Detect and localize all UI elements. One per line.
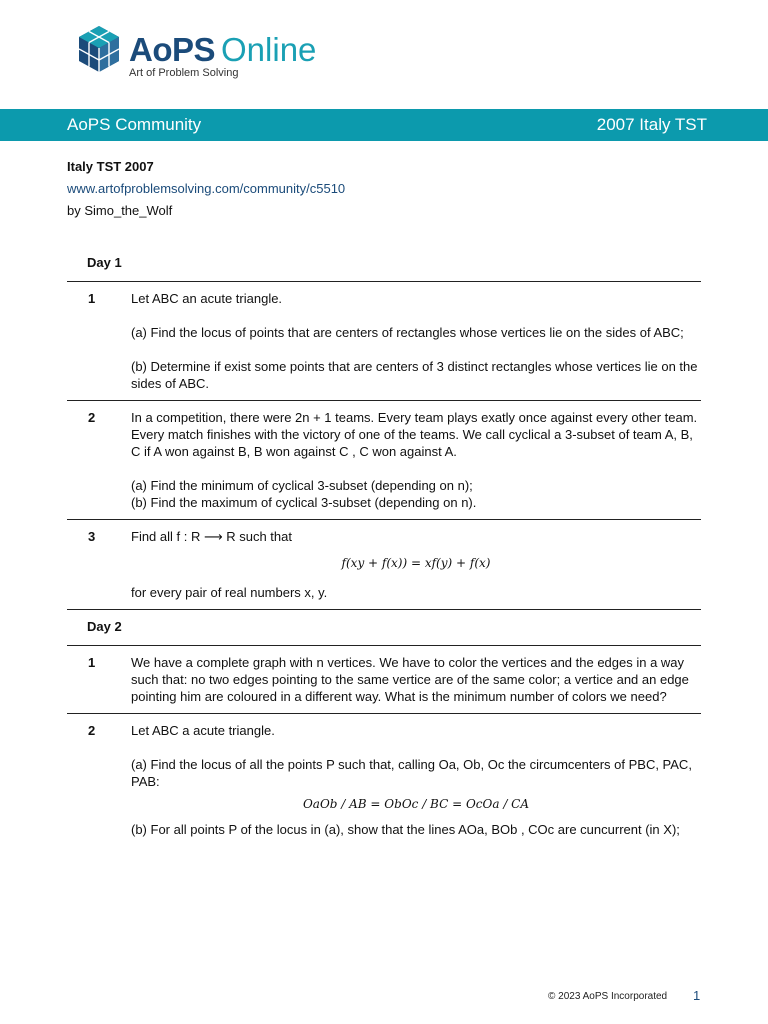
problem-line: In a competition, there were 2n + 1 teams. Every team plays exatly once against every other team. Every match finishes with the victory of one of the teams. We call cyclical a 3-subset of team A, B, C if A won against B, B won against C , C won against A. <box>131 410 698 459</box>
problem-text <box>131 654 701 705</box>
day-heading: Day 2 <box>87 619 122 634</box>
problem-text <box>131 528 701 601</box>
problem-line: Let ABC a acute triangle. <box>131 723 275 738</box>
problem-line: (a) Find the locus of points that are centers of rectangles whose vertices lie on the sides of ABC; <box>131 325 684 340</box>
day-heading: Day 1 <box>87 255 122 270</box>
problem-text <box>131 290 701 392</box>
problem-line: (a) Find the locus of all the points P such that, calling Oa, Ob, Oc the circumcenters of PBC, PAC, PAB: <box>131 757 692 789</box>
logo-tagline: Art of Problem Solving <box>129 67 239 79</box>
display-equation: OaOb / AB = ObOc / BC = OcOa / CA <box>302 797 530 811</box>
problem-item <box>67 282 701 400</box>
problem-line: Let ABC an acute triangle. <box>131 291 283 306</box>
logo-brand-bold: AoPS <box>129 31 216 68</box>
problem-line: (b) Determine if exist some points that are centers of 3 distinct rectangles whose vertices lie on the sides of ABC. <box>131 359 698 391</box>
problem-list <box>67 250 701 846</box>
problem-text <box>131 722 701 838</box>
problem-number: 3 <box>88 529 96 544</box>
problem-line: for every pair of real numbers x, y. <box>131 585 328 600</box>
aops-cube-icon <box>79 26 119 72</box>
community-link[interactable]: www.artofproblemsolving.com/community/c5510 <box>67 181 346 196</box>
header-banner <box>0 109 768 141</box>
document-meta <box>67 156 345 222</box>
problem-item <box>67 646 701 713</box>
problem-number: 2 <box>88 410 96 425</box>
logo-brand-light: Online <box>221 31 317 68</box>
contest-title: 2007 Italy TST <box>596 115 707 134</box>
problem-item <box>67 401 701 519</box>
problem-line: (b) Find the maximum of cyclical 3-subset (depending on n). <box>131 495 477 510</box>
document-title: Italy TST 2007 <box>67 159 154 174</box>
page-number: 1 <box>693 988 701 1003</box>
display-equation: f(xy + f(x)) = xf(y) + f(x) <box>341 556 491 570</box>
community-label: AoPS Community <box>67 115 202 134</box>
author-line: by Simo_the_Wolf <box>67 203 173 218</box>
problem-line: (a) Find the minimum of cyclical 3-subset (depending on n); <box>131 478 473 493</box>
problem-line: We have a complete graph with n vertices. We have to color the vertices and the edges in a way such that: no two edges pointing to the same vertice are of the same color; a vertice and an edge pointing him are coloured in a different way. What is the minimum number of colors we need? <box>131 655 689 704</box>
problem-item <box>67 714 701 846</box>
problem-number: 2 <box>88 723 96 738</box>
problem-text <box>131 409 701 511</box>
problem-line: (b) For all points P of the locus in (a), show that the lines AOa, BOb , COc are cuncurrent (in X); <box>131 822 680 837</box>
problem-number: 1 <box>88 291 96 306</box>
problem-number: 1 <box>88 655 96 670</box>
problem-line: Find all f : R ⟶ R such that <box>131 529 292 544</box>
copyright-notice: © 2023 AoPS Incorporated <box>548 991 668 1002</box>
problem-item <box>67 520 701 609</box>
logo-wordmark <box>129 30 316 70</box>
